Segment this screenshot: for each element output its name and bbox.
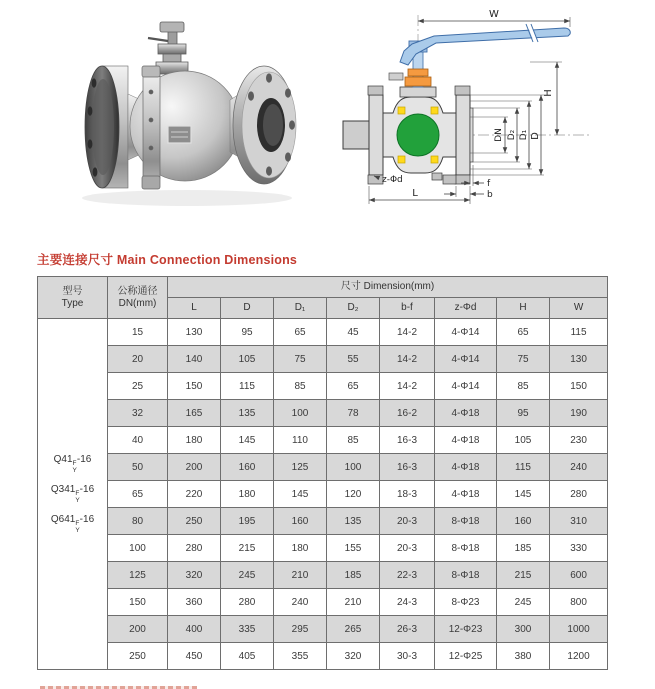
col-header-dimension-group: 尺寸 Dimension(mm) [168, 277, 608, 298]
dim-value: 190 [550, 400, 608, 427]
table-row [38, 346, 608, 373]
table-row [38, 589, 608, 616]
table-body [38, 319, 608, 670]
dim-value: 150 [550, 373, 608, 400]
ball [397, 114, 439, 156]
dim-value: 150 [168, 373, 221, 400]
dim-value: 210 [327, 589, 380, 616]
dim-value: 140 [168, 346, 221, 373]
dim-label-D2: D₂ [507, 129, 517, 141]
mounting-pad [400, 87, 436, 97]
type-models [38, 454, 107, 534]
right-flange [233, 66, 296, 184]
dim-value: 110 [274, 427, 327, 454]
dim-value: 185 [327, 562, 380, 589]
table-row [38, 616, 608, 643]
dim-value: 4-Φ18 [435, 427, 497, 454]
dim-label-W: W [489, 9, 499, 20]
dim-value: 130 [168, 319, 221, 346]
dim-value: 8-Φ18 [435, 562, 497, 589]
dim-value: 8-Φ18 [435, 535, 497, 562]
dim-value: 8-Φ23 [435, 589, 497, 616]
dim-value: 100 [274, 400, 327, 427]
dn-value: 150 [108, 589, 168, 616]
dim-value: 295 [274, 616, 327, 643]
dim-value: 220 [168, 481, 221, 508]
dim-value: 245 [497, 589, 550, 616]
dim-label-D1: D₁ [519, 129, 529, 141]
dim-value: 4-Φ18 [435, 454, 497, 481]
pipe-stub [343, 121, 369, 149]
dn-value: 200 [108, 616, 168, 643]
dim-label-H: H [543, 89, 554, 97]
dn-value: 125 [108, 562, 168, 589]
dim-value: 22-3 [380, 562, 435, 589]
dim-value: 12-Φ25 [435, 643, 497, 670]
model-designation: Q41 F Y -16 [53, 454, 92, 474]
model-designation: Q641 F Y -16 [50, 514, 95, 534]
dim-value: 180 [274, 535, 327, 562]
dim-value: 16-2 [380, 400, 435, 427]
dim-value: 105 [221, 346, 274, 373]
dim-value: 245 [221, 562, 274, 589]
dim-value: 16-3 [380, 454, 435, 481]
dn-value: 40 [108, 427, 168, 454]
col-header-zd: z-Φd [435, 298, 497, 319]
dim-value: 45 [327, 319, 380, 346]
dim-value: 355 [274, 643, 327, 670]
dim-value: 320 [327, 643, 380, 670]
dn-value: 32 [108, 400, 168, 427]
dim-value: 215 [221, 535, 274, 562]
dim-value: 230 [550, 427, 608, 454]
dim-value: 265 [327, 616, 380, 643]
dim-value: 155 [327, 535, 380, 562]
dim-value: 450 [168, 643, 221, 670]
drain-bolts [432, 173, 456, 184]
dim-value: 180 [221, 481, 274, 508]
dim-value: 4-Φ14 [435, 373, 497, 400]
dim-value: 195 [221, 508, 274, 535]
left-flange [85, 66, 128, 188]
dim-value: 4-Φ18 [435, 481, 497, 508]
type-models-cell [38, 319, 108, 670]
dim-value: 310 [550, 508, 608, 535]
dim-value: 240 [274, 589, 327, 616]
dim-value: 185 [497, 535, 550, 562]
dim-value: 380 [497, 643, 550, 670]
col-header-type-zh: 型号 [62, 286, 83, 297]
dim-label-L: L [412, 188, 418, 199]
dim-value: 85 [274, 373, 327, 400]
dim-value: 360 [168, 589, 221, 616]
dim-value: 78 [327, 400, 380, 427]
dim-value: 280 [221, 589, 274, 616]
dim-value: 14-2 [380, 319, 435, 346]
dn-value: 80 [108, 508, 168, 535]
dim-value: 160 [274, 508, 327, 535]
col-header-dn [108, 277, 168, 319]
dim-value: 4-Φ14 [435, 346, 497, 373]
col-header-dn-zh: 公称通径 [117, 286, 158, 297]
dim-label-b: b [487, 190, 493, 200]
col-header-D1: D₁ [274, 298, 327, 319]
dim-value: 800 [550, 589, 608, 616]
table-row [38, 535, 608, 562]
table-header [38, 277, 608, 319]
gland-bolt [389, 73, 403, 80]
dim-value: 16-3 [380, 427, 435, 454]
valve-dimension-drawing [337, 5, 652, 218]
dim-label-D: D [530, 132, 541, 140]
dim-value: 135 [221, 400, 274, 427]
col-header-L: L [168, 298, 221, 319]
dim-value: 280 [168, 535, 221, 562]
dn-value: 65 [108, 481, 168, 508]
col-header-bf: b-f [380, 298, 435, 319]
dim-value: 95 [497, 400, 550, 427]
table-row [38, 562, 608, 589]
dim-value: 85 [497, 373, 550, 400]
dim-value: 250 [168, 508, 221, 535]
dim-value: 14-2 [380, 346, 435, 373]
dim-value: 330 [550, 535, 608, 562]
drawing-left-flange [369, 95, 383, 175]
dim-label-f: f [487, 179, 491, 189]
model-designation: Q341 F Y -16 [50, 484, 95, 504]
dim-value: 135 [327, 508, 380, 535]
table-row [38, 319, 608, 346]
dim-value: 120 [327, 481, 380, 508]
dim-value: 400 [168, 616, 221, 643]
dim-value: 215 [497, 562, 550, 589]
section-title: 主要连接尺寸 Main Connection Dimensions [37, 253, 298, 267]
dim-label-zd: z-Φd [382, 175, 403, 185]
col-header-type-en: Type [61, 297, 84, 309]
dim-value: 65 [327, 373, 380, 400]
dim-value: 115 [550, 319, 608, 346]
dim-value: 300 [497, 616, 550, 643]
dim-value: 75 [274, 346, 327, 373]
drawing-right-flange [456, 95, 470, 175]
dim-value: 20-3 [380, 535, 435, 562]
table-row [38, 400, 608, 427]
dim-value: 115 [497, 454, 550, 481]
table-row [38, 454, 608, 481]
valve-drawing-svg [337, 5, 652, 218]
dim-value: 8-Φ18 [435, 508, 497, 535]
dim-value: 26-3 [380, 616, 435, 643]
model-suffix-stack: F Y [72, 460, 77, 474]
dim-value: 600 [550, 562, 608, 589]
body-joint-seam [142, 66, 160, 189]
table-row [38, 427, 608, 454]
handle-lever [400, 28, 570, 65]
dim-value: 85 [327, 427, 380, 454]
dn-value: 250 [108, 643, 168, 670]
model-suffix-stack: F Y [75, 490, 80, 504]
dim-value: 75 [497, 346, 550, 373]
col-header-W: W [550, 298, 608, 319]
dim-value: 335 [221, 616, 274, 643]
dn-value: 100 [108, 535, 168, 562]
photo-shadow [82, 190, 292, 206]
dim-value: 65 [497, 319, 550, 346]
dim-value: 320 [168, 562, 221, 589]
col-header-D: D [221, 298, 274, 319]
table-row [38, 508, 608, 535]
dim-value: 280 [550, 481, 608, 508]
dim-value: 1200 [550, 643, 608, 670]
dim-value: 4-Φ18 [435, 400, 497, 427]
dim-value: 405 [221, 643, 274, 670]
dim-value: 125 [274, 454, 327, 481]
table-row [38, 643, 608, 670]
table-row [38, 481, 608, 508]
col-header-D2: D₂ [327, 298, 380, 319]
dim-value: 1000 [550, 616, 608, 643]
dim-value: 145 [221, 427, 274, 454]
col-header-type [38, 277, 108, 319]
dn-value: 25 [108, 373, 168, 400]
dim-value: 160 [221, 454, 274, 481]
dim-value: 145 [274, 481, 327, 508]
dim-value: 100 [327, 454, 380, 481]
dim-value: 24-3 [380, 589, 435, 616]
dn-value: 15 [108, 319, 168, 346]
dim-value: 95 [221, 319, 274, 346]
dim-value: 165 [168, 400, 221, 427]
dim-value: 210 [274, 562, 327, 589]
dim-value: 65 [274, 319, 327, 346]
dim-value: 180 [168, 427, 221, 454]
dim-value: 12-Φ23 [435, 616, 497, 643]
dim-value: 115 [221, 373, 274, 400]
model-suffix-stack: F Y [75, 520, 80, 534]
dim-value: 55 [327, 346, 380, 373]
nameplate [168, 126, 191, 143]
raised-face [470, 108, 473, 162]
dim-value: 14-2 [380, 373, 435, 400]
dim-value: 160 [497, 508, 550, 535]
dim-value: 240 [550, 454, 608, 481]
dim-value: 145 [497, 481, 550, 508]
dim-value: 30-3 [380, 643, 435, 670]
col-header-H: H [497, 298, 550, 319]
dn-value: 50 [108, 454, 168, 481]
dim-value: 4-Φ14 [435, 319, 497, 346]
table-row [38, 373, 608, 400]
dim-value: 105 [497, 427, 550, 454]
col-header-dn-en: DN(mm) [118, 297, 157, 309]
gland-packing [405, 69, 431, 86]
dn-value: 20 [108, 346, 168, 373]
dim-value: 18-3 [380, 481, 435, 508]
dim-value: 200 [168, 454, 221, 481]
valve-photo-svg [42, 8, 320, 214]
dim-label-DN: DN [494, 128, 504, 142]
dim-value: 130 [550, 346, 608, 373]
dim-value: 20-3 [380, 508, 435, 535]
dimension-table [37, 276, 608, 670]
valve-photo [42, 8, 320, 214]
